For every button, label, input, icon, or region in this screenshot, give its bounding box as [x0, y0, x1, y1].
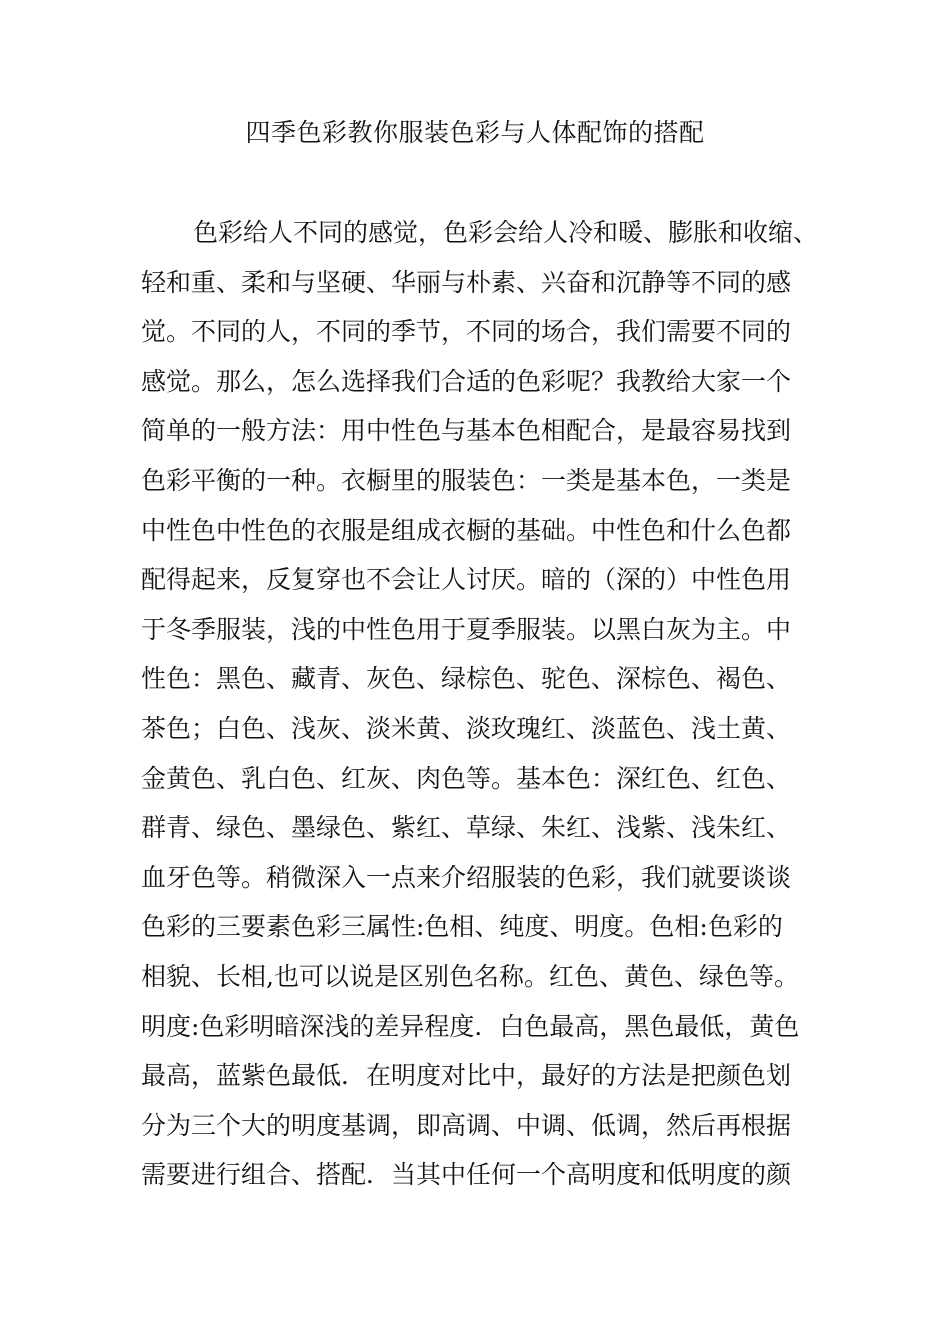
paragraph-line: 色彩的三要素色彩三属性:色相、纯度、明度。色相:色彩的 — [141, 912, 783, 942]
paragraph-line: 于冬季服装，浅的中性色用于夏季服装。以黑白灰为主。中 — [141, 614, 792, 644]
body-paragraph — [141, 208, 831, 1200]
page-title: 四季色彩教你服装色彩与人体配饰的搭配 — [245, 118, 705, 147]
paragraph-line: 色彩平衡的一种。衣橱里的服装色：一类是基本色，一类是 — [141, 465, 792, 495]
paragraph-line: 感觉。那么，怎么选择我们合适的色彩呢？我教给大家一个 — [141, 366, 792, 396]
paragraph-line: 色彩给人不同的感觉，色彩会给人冷和暖、膨胀和收缩、 — [193, 218, 819, 247]
paragraph-line: 群青、绿色、墨绿色、紫红、草绿、朱红、浅紫、浅朱红、 — [141, 813, 792, 843]
paragraph-line: 配得起来，反复穿也不会让人讨厌。暗的（深的）中性色用 — [141, 565, 792, 595]
paragraph-line: 茶色；白色、浅灰、淡米黄、淡玫瑰红、淡蓝色、浅土黄、 — [141, 713, 792, 743]
paragraph-line: 轻和重、柔和与坚硬、华丽与朴素、兴奋和沉静等不同的感 — [141, 267, 792, 297]
paragraph-line: 明度:色彩明暗深浅的差异程度．白色最高，黑色最低，黄色 — [141, 1011, 800, 1041]
paragraph-line: 血牙色等。稍微深入一点来介绍服装的色彩，我们就要谈谈 — [141, 862, 792, 892]
paragraph-line: 金黄色、乳白色、红灰、肉色等。基本色：深红色、红色、 — [141, 763, 792, 793]
paragraph-line: 需要进行组合、搭配．当其中任何一个高明度和低明度的颜 — [141, 1160, 792, 1190]
paragraph-line: 简单的一般方法：用中性色与基本色相配合，是最容易找到 — [141, 416, 792, 446]
paragraph-line: 中性色中性色的衣服是组成衣橱的基础。中性色和什么色都 — [141, 515, 792, 545]
paragraph-line: 性色：黑色、藏青、灰色、绿棕色、驼色、深棕色、褐色、 — [141, 664, 792, 694]
paragraph-line: 分为三个大的明度基调，即高调、中调、低调，然后再根据 — [141, 1110, 792, 1140]
paragraph-line: 最高，蓝紫色最低．在明度对比中，最好的方法是把颜色划 — [141, 1061, 792, 1091]
paragraph-line: 相貌、长相,也可以说是区别色名称。红色、黄色、绿色等。 — [141, 961, 799, 991]
paragraph-line: 觉。不同的人，不同的季节，不同的场合，我们需要不同的 — [141, 317, 792, 347]
